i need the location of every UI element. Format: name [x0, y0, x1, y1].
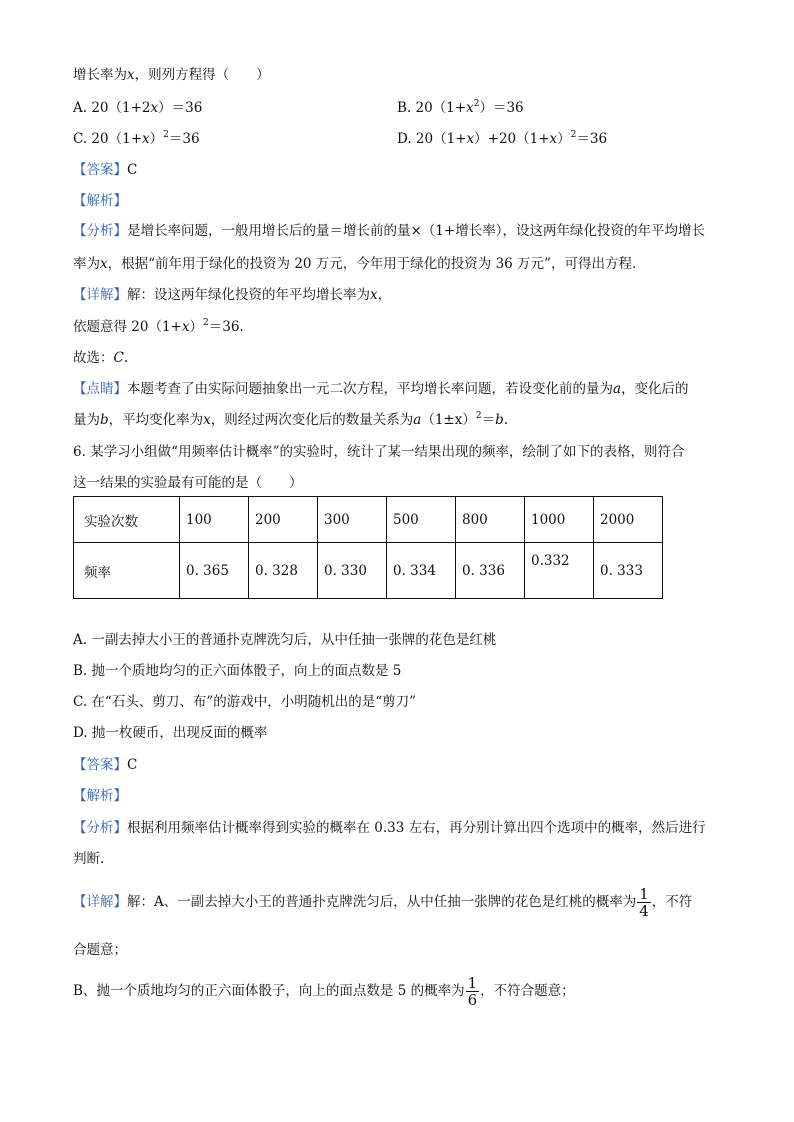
q5-option-a: A. 20（1+2x）＝36: [73, 100, 203, 116]
table-cell: 0. 334: [387, 543, 456, 599]
q5-detail-line1: 【详解】解：设这两年绿化投资的年平均增长率为x，: [73, 287, 392, 303]
q6-option-c: C. 在“石头、剪刀、布”的游戏中，小明随机出的是“剪刀”: [73, 694, 417, 710]
q5-option-c: C. $20(1+x)^2=36$: [73, 130, 200, 147]
q5-analysis-tag: 【解析】: [73, 193, 127, 209]
table-cell: 300: [318, 497, 387, 543]
table-row: [74, 497, 663, 543]
table-cell: 0. 328: [249, 543, 318, 599]
q6-detail-line2: 合题意；: [73, 942, 127, 958]
q6-detail-line1: 【详解】解：A、一副去掉大小王的普通扑克牌洗匀后，从中任抽一张牌的花色是红桃的概率为 $\frac{1}{4}$ ，不符: [73, 885, 693, 920]
table-cell: 0. 336: [456, 543, 525, 599]
q6-option-d: D. 抛一枚硬币，出现反面的概率: [73, 725, 268, 741]
q6-stem-line1: 6. 某学习小组做“用频率估计概率”的实验时，统计了某一结果出现的频率，绘制了如下的表格，则符合: [73, 444, 685, 460]
q5-review-line1: 【点睛】本题考查了由实际问题抽象出一元二次方程，平均增长率问题，若设变化前的量为a，变化后的: [73, 381, 689, 397]
table-cell: 频率: [74, 543, 180, 599]
table-cell: 实验次数: [74, 497, 180, 543]
table-cell: 1000: [525, 497, 594, 543]
q5-answer: 【答案】C: [73, 162, 138, 178]
table-cell: 0. 330: [318, 543, 387, 599]
q5-fenxi-line1: 【分析】是增长率问题，一般用增长后的量＝增长前的量×（1+增长率），设这两年绿化投资的年平均增长: [73, 223, 705, 239]
q5-detail-line2: 依题意得 $20(1+x)^2=36$.: [73, 318, 244, 335]
table-cell: 200: [249, 497, 318, 543]
table-cell: 500: [387, 497, 456, 543]
q5-fenxi-line2: 率为x，根据“前年用于绿化的投资为 20 万元，今年用于绿化的投资为 36 万元”，可得出方程.: [73, 256, 637, 272]
table-cell: 0. 365: [180, 543, 249, 599]
q6-analysis-tag: 【解析】: [73, 788, 127, 804]
q5-option-d: D. $20(1+x)+20(1+x)^2=36$: [397, 130, 608, 147]
q6-option-a: A. 一副去掉大小王的普通扑克牌洗匀后，从中任抽一张牌的花色是红桃: [73, 632, 497, 648]
q5-review-line2: 量为b，平均变化率为x，则经过两次变化后的数量关系为$a(1\pm x)^2=b$.: [73, 411, 509, 428]
table-cell: 100: [180, 497, 249, 543]
q5-option-b: B. $20(1+x^2)=36$: [397, 99, 524, 116]
q5-stem: 增长率为x，则列方程得（ ）: [73, 67, 270, 83]
table-cell: 800: [456, 497, 525, 543]
table-row: [74, 543, 663, 599]
fraction: $\frac{1}{6}$: [467, 974, 478, 1009]
q6-answer: 【答案】C: [73, 757, 138, 773]
table-cell: 2000: [594, 497, 663, 543]
q5-detail-line3: 故选：C.: [73, 350, 129, 366]
frequency-table: [73, 496, 663, 599]
q6-stem-line2: 这一结果的实验最有可能的是（ ）: [73, 475, 303, 491]
fraction: $\frac{1}{4}$: [639, 885, 649, 920]
q6-detail-line3: B、抛一个质地均匀的正六面体骰子，向上的面点数是 5 的概率为 $\frac{1}{6}$ ，不符合题意；: [73, 974, 575, 1009]
table-cell: 0. 333: [594, 543, 663, 599]
table-cell: 0.332: [525, 543, 594, 599]
q6-option-b: B. 抛一个质地均匀的正六面体骰子，向上的面点数是 5: [73, 663, 402, 679]
q6-fenxi-line2: 判断.: [73, 851, 105, 867]
q6-fenxi-line1: 【分析】根据利用频率估计概率得到实验的概率在 0.33 左右，再分别计算出四个选项中的概率，然后进行: [73, 820, 706, 836]
